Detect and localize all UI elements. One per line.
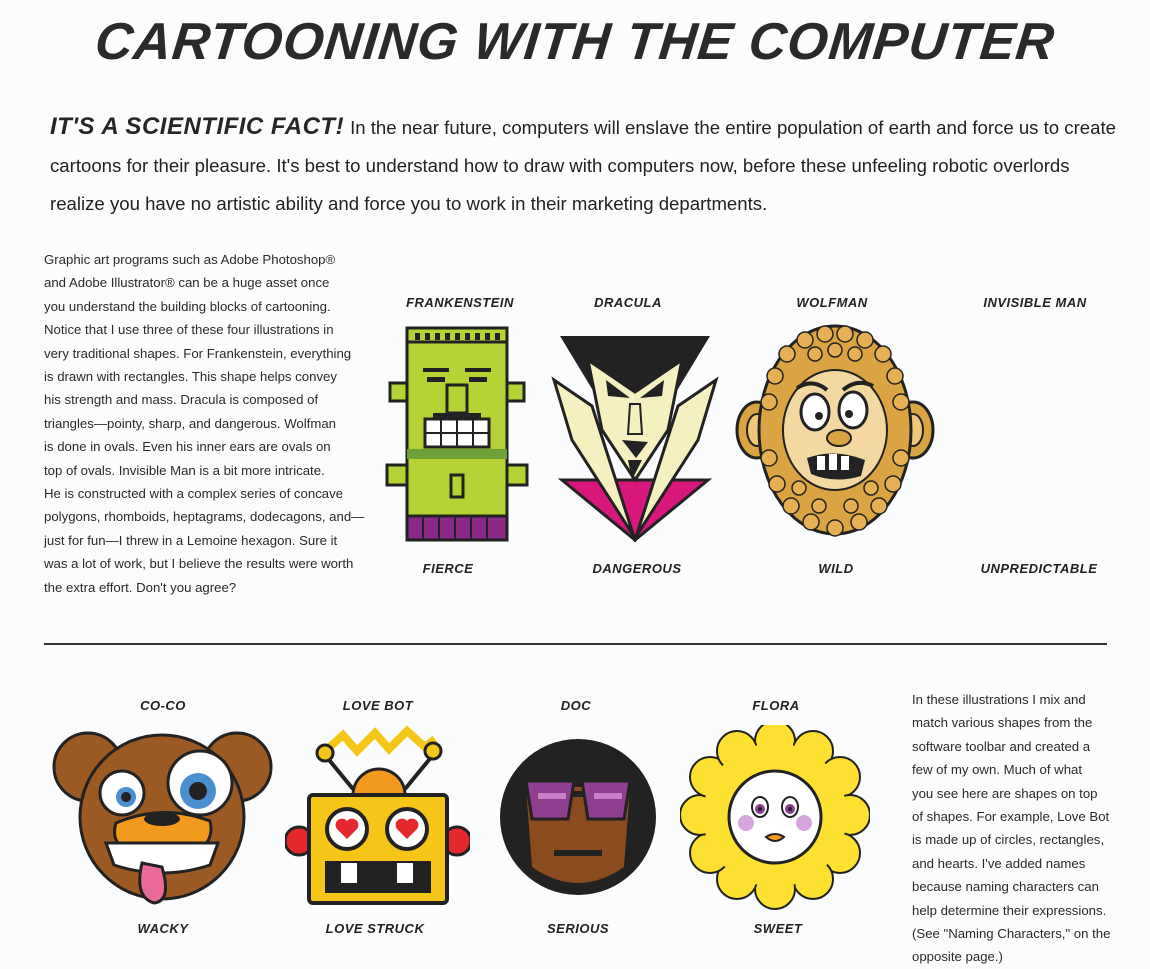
doc-illustration [498, 727, 658, 907]
lovebot-illustration [285, 725, 470, 910]
lovebot-trait-label: LOVE STRUCK [325, 921, 425, 936]
body-line: just for fun—I threw in a Lemoine hexagon. Sure it [44, 532, 338, 548]
body-line: is made up of circles, rectangles, [912, 832, 1105, 848]
body-line: you understand the building blocks of cartooning. [44, 298, 331, 314]
intro-line-2: cartoons for their pleasure. It's best to understand how to draw with computers now, before these unfeeling robotic overlords [50, 155, 1070, 176]
body-line: He is constructed with a complex series of concave [44, 486, 344, 502]
body-line: is drawn with rectangles. This shape helps convey [44, 369, 337, 385]
frankenstein-illustration [385, 325, 530, 543]
body-line: was a lot of work, but I believe the results were worth [44, 556, 354, 572]
body-line: of shapes. For example, Love Bot [912, 809, 1110, 825]
invisible-man-name-label: INVISIBLE MAN [983, 295, 1087, 310]
coco-name-label: CO-CO [140, 698, 186, 713]
doc-trait-label: SERIOUS [546, 921, 609, 936]
flora-name-label: FLORA [752, 698, 800, 713]
flora-trait-label: SWEET [753, 921, 803, 936]
dracula-trait-label: DANGEROUS [592, 561, 682, 576]
body-line: his strength and mass. Dracula is composed of [44, 392, 319, 408]
invisible-man-trait-label: UNPREDICTABLE [980, 561, 1098, 576]
doc-name-label: DOC [560, 698, 592, 713]
section-divider [44, 643, 1107, 645]
body-line: In these illustrations I mix and [912, 692, 1086, 707]
intro-paragraph [50, 108, 1116, 223]
right-body-text [912, 688, 1110, 969]
left-body-text [44, 248, 364, 599]
body-line: is done in ovals. Even his inner ears are ovals on [44, 439, 331, 455]
page-title: CARTOONING WITH THE COMPUTER [92, 13, 1058, 71]
body-line: the extra effort. Don't you agree? [44, 579, 237, 595]
intro-line-3: realize you have no artistic ability and force you to work in their marketing departments. [50, 193, 768, 214]
body-line: top of ovals. Invisible Man is a bit more intricate. [44, 462, 325, 478]
lovebot-name-label: LOVE BOT [342, 698, 414, 713]
body-line: and hearts. I've added names [912, 855, 1086, 871]
frankenstein-trait-label: FIERCE [422, 561, 474, 576]
body-line: Graphic art programs such as Adobe Photoshop® [44, 252, 336, 267]
intro-text-1: In the near future, computers will enslave the entire population of earth and force us to create [350, 117, 1116, 138]
frankenstein-name-label: FRANKENSTEIN [406, 295, 514, 310]
body-line: opposite page.) [912, 949, 1003, 965]
body-line: triangles—pointy, sharp, and dangerous. Wolfman [44, 415, 336, 431]
intro-line-1 [50, 108, 1116, 147]
dracula-illustration [550, 330, 720, 542]
wolfman-illustration [735, 318, 935, 543]
body-line: help determine their expressions. [912, 902, 1107, 918]
body-line: because naming characters can [912, 879, 1099, 895]
body-line: and Adobe Illustrator® can be a huge asset once [44, 275, 330, 291]
body-line: very traditional shapes. For Frankenstein, everything [44, 345, 352, 361]
body-line: you see here are shapes on top [912, 785, 1098, 801]
body-line: match various shapes from the [912, 715, 1093, 731]
body-line: (See "Naming Characters," on the [912, 926, 1111, 942]
coco-trait-label: WACKY [137, 921, 189, 936]
flora-illustration [680, 725, 870, 910]
dracula-name-label: DRACULA [594, 295, 662, 310]
coco-illustration [50, 725, 275, 910]
body-line: software toolbar and created a [912, 738, 1091, 754]
body-line: few of my own. Much of what [912, 762, 1083, 778]
wolfman-name-label: WOLFMAN [796, 295, 868, 310]
body-line: Notice that I use three of these four illustrations in [44, 322, 334, 338]
wolfman-trait-label: WILD [818, 561, 854, 576]
body-line: polygons, rhomboids, heptagrams, dodecagons, and— [44, 509, 365, 525]
intro-lead: IT'S A SCIENTIFIC FACT! [50, 113, 345, 140]
